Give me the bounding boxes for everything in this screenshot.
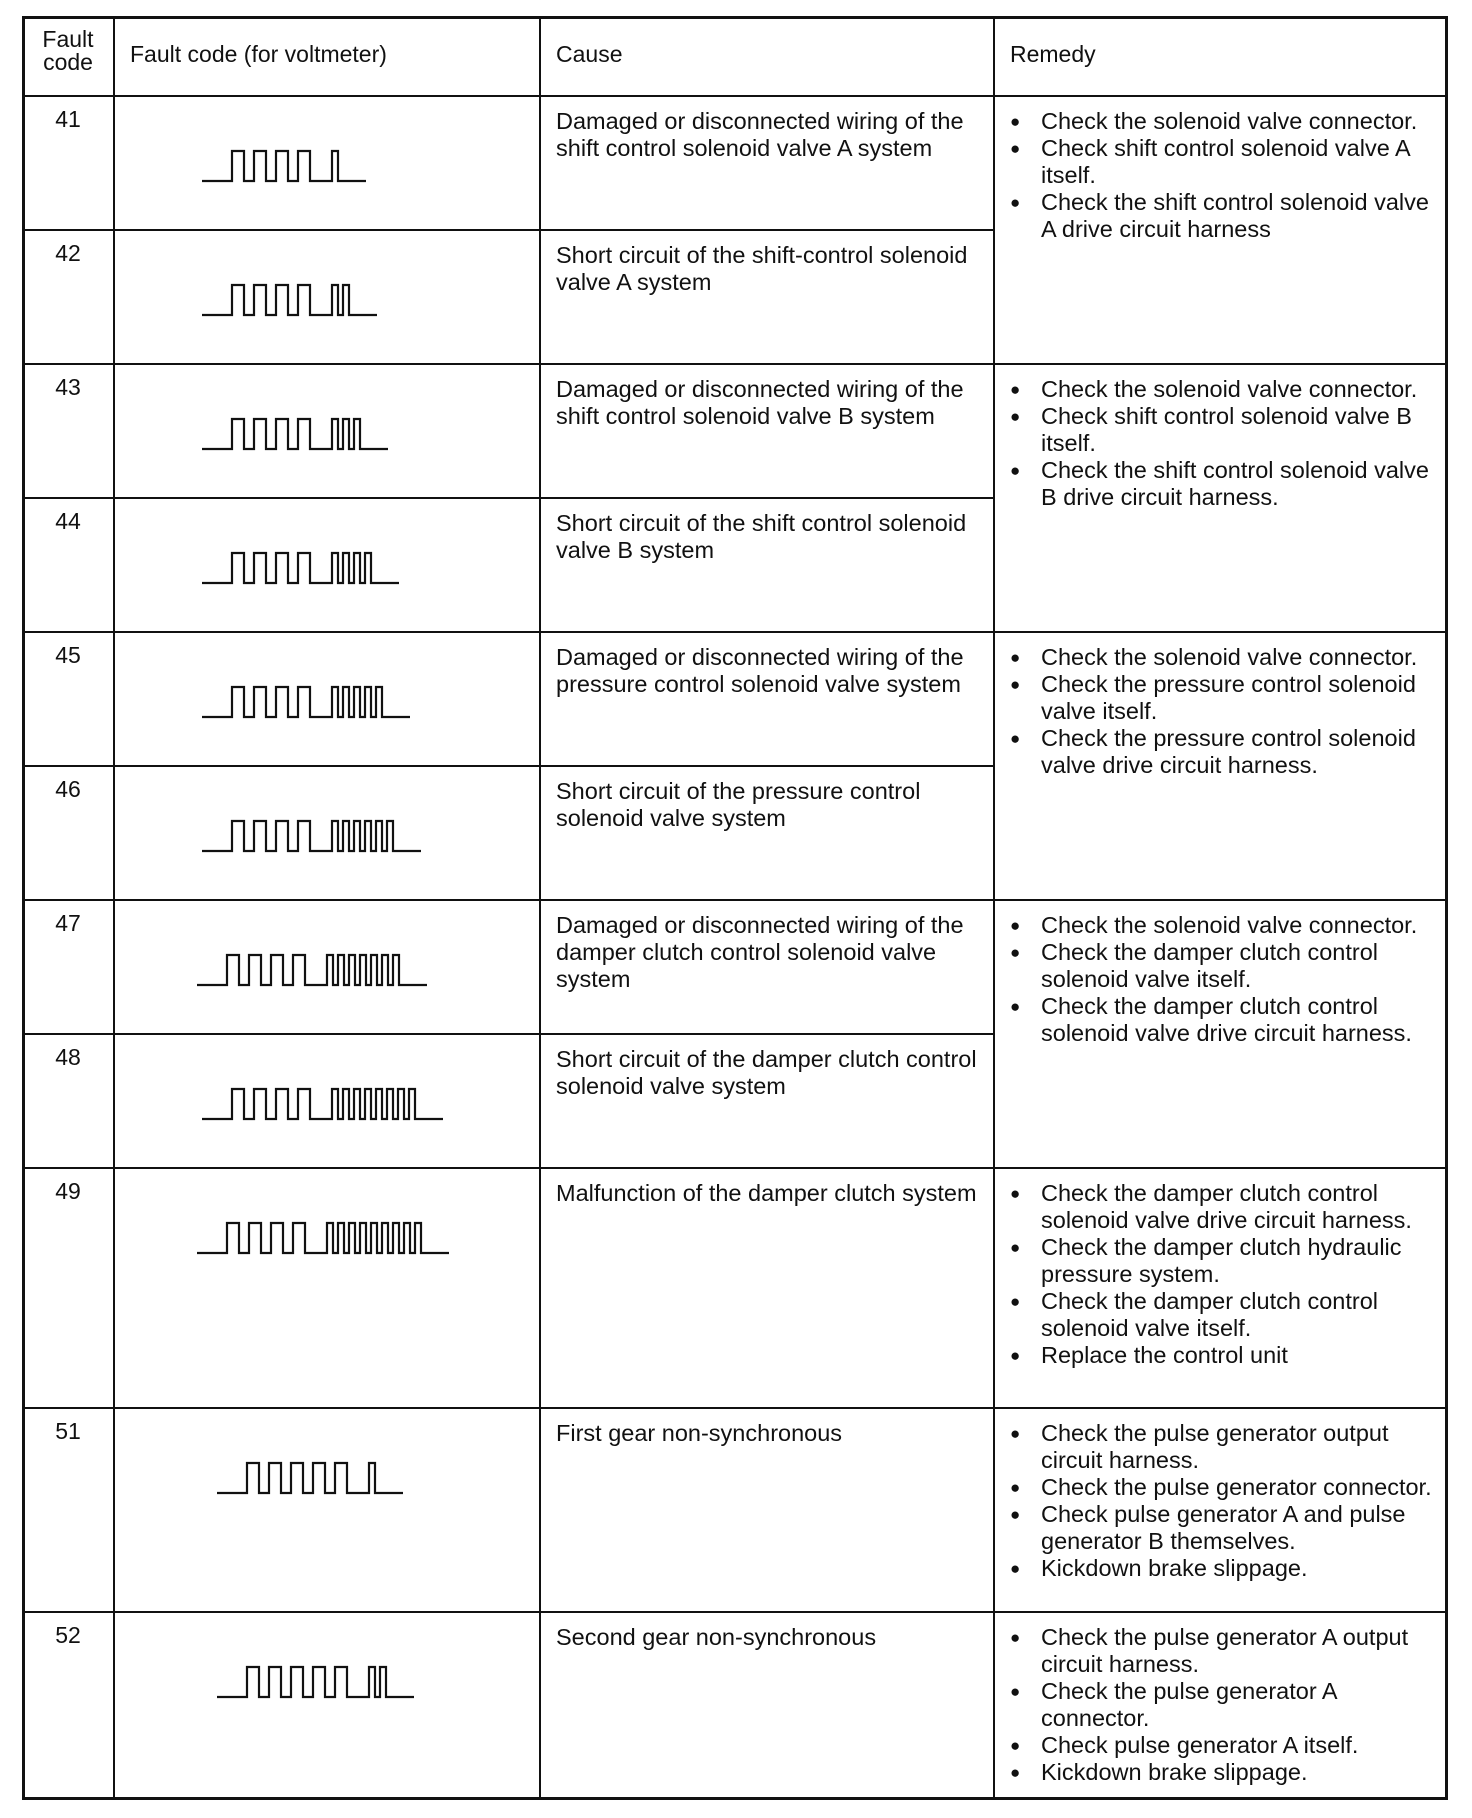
fault-code-number bbox=[22, 96, 114, 230]
remedy-list-item: ● Check the pulse generator A connector. bbox=[1010, 1678, 1434, 1732]
header-remedy-label: Remedy bbox=[1010, 41, 1096, 67]
fault-code-number bbox=[22, 1168, 114, 1408]
remedy-list-item: ● Check shift control solenoid valve A itself. bbox=[1010, 135, 1434, 189]
voltmeter-pulse-waveform bbox=[202, 553, 399, 583]
cause-text: Damaged or disconnected wiring of the damper clutch control solenoid valve system bbox=[556, 912, 964, 992]
fault-code-value: 51 bbox=[55, 1418, 81, 1444]
fault-code-value: 42 bbox=[55, 240, 81, 266]
remedy-list-item: ● Check the solenoid valve connector. bbox=[1010, 644, 1434, 671]
cause-text: Damaged or disconnected wiring of the pressure control solenoid valve system bbox=[556, 644, 964, 697]
remedy-list bbox=[1010, 1180, 1434, 1369]
cause-cell bbox=[540, 1168, 994, 1408]
header-cause bbox=[540, 16, 994, 96]
cause-text: Short circuit of the damper clutch control solenoid valve system bbox=[556, 1046, 977, 1099]
remedy-list-item: ● Check the damper clutch control solenoid valve drive circuit harness. bbox=[1010, 1180, 1434, 1234]
remedy-list-item: ● Kickdown brake slippage. bbox=[1010, 1555, 1434, 1582]
fault-code-value: 48 bbox=[55, 1044, 81, 1070]
remedy-list-item: ● Check the pulse generator connector. bbox=[1010, 1474, 1434, 1501]
cause-cell bbox=[540, 96, 994, 230]
voltmeter-pulse-waveform bbox=[202, 419, 388, 449]
header-fault-code-label: Fault code bbox=[42, 26, 94, 75]
voltmeter-pulse-waveform bbox=[202, 285, 377, 315]
cause-text: Damaged or disconnected wiring of the shift control solenoid valve A system bbox=[556, 108, 964, 161]
voltmeter-pulse-waveform bbox=[202, 687, 410, 717]
remedy-list bbox=[1010, 376, 1434, 511]
remedy-list-item: ● Check the damper clutch control solenoid valve itself. bbox=[1010, 939, 1434, 993]
remedy-cell bbox=[994, 1168, 1448, 1408]
remedy-cell bbox=[994, 364, 1448, 632]
remedy-cell bbox=[994, 1612, 1448, 1800]
fault-code-value: 52 bbox=[55, 1622, 81, 1648]
remedy-list-item: ● Check pulse generator A itself. bbox=[1010, 1732, 1434, 1759]
cause-text: Second gear non-synchronous bbox=[556, 1624, 877, 1650]
voltmeter-pulse-waveform bbox=[202, 821, 421, 851]
cause-cell bbox=[540, 498, 994, 632]
cause-cell bbox=[540, 1408, 994, 1612]
voltmeter-pulse-waveform bbox=[217, 1667, 414, 1697]
cause-cell bbox=[540, 1612, 994, 1800]
remedy-list-item: ● Check the damper clutch control solenoid valve drive circuit harness. bbox=[1010, 993, 1434, 1047]
remedy-list-item: ● Kickdown brake slippage. bbox=[1010, 1759, 1434, 1786]
cause-cell bbox=[540, 230, 994, 364]
cause-cell bbox=[540, 632, 994, 766]
voltmeter-pulse-waveform bbox=[217, 1463, 403, 1493]
remedy-list-item: ● Check the shift control solenoid valve B drive circuit harness. bbox=[1010, 457, 1434, 511]
cause-cell bbox=[540, 766, 994, 900]
remedy-list-item: ● Check the pressure control solenoid valve itself. bbox=[1010, 671, 1434, 725]
fault-code-value: 46 bbox=[55, 776, 81, 802]
remedy-list-item: ● Check the damper clutch hydraulic pressure system. bbox=[1010, 1234, 1434, 1288]
fault-code-number bbox=[22, 900, 114, 1034]
fault-code-number bbox=[22, 632, 114, 766]
cause-text: Short circuit of the shift control solenoid valve B system bbox=[556, 510, 967, 563]
remedy-cell bbox=[994, 632, 1448, 900]
remedy-list-item: ● Replace the control unit bbox=[1010, 1342, 1434, 1369]
remedy-list-item: ● Check the damper clutch control solenoid valve itself. bbox=[1010, 1288, 1434, 1342]
remedy-cell bbox=[994, 1408, 1448, 1612]
fault-code-number bbox=[22, 1034, 114, 1168]
fault-code-number bbox=[22, 1612, 114, 1800]
voltmeter-pulse-waveform bbox=[202, 151, 366, 181]
fault-code-value: 41 bbox=[55, 106, 81, 132]
cause-cell bbox=[540, 900, 994, 1034]
fault-code-value: 43 bbox=[55, 374, 81, 400]
remedy-list-item: ● Check the pulse generator A output circuit harness. bbox=[1010, 1624, 1434, 1678]
header-remedy bbox=[994, 16, 1448, 96]
remedy-cell bbox=[994, 900, 1448, 1168]
remedy-list bbox=[1010, 644, 1434, 779]
remedy-list-item: ● Check the pulse generator output circuit harness. bbox=[1010, 1420, 1434, 1474]
fault-code-number bbox=[22, 766, 114, 900]
remedy-list-item: ● Check pulse generator A and pulse generator B themselves. bbox=[1010, 1501, 1434, 1555]
voltmeter-pulse-waveform bbox=[197, 1223, 449, 1253]
fault-code-value: 44 bbox=[55, 508, 81, 534]
voltmeter-pulse-waveform bbox=[197, 955, 427, 985]
remedy-list bbox=[1010, 1624, 1434, 1786]
cause-text: Short circuit of the shift-control solenoid valve A system bbox=[556, 242, 968, 295]
fault-code-number bbox=[22, 230, 114, 364]
header-fault-code bbox=[22, 16, 114, 96]
remedy-list-item: ● Check the solenoid valve connector. bbox=[1010, 912, 1434, 939]
remedy-list-item: ● Check the pressure control solenoid valve drive circuit harness. bbox=[1010, 725, 1434, 779]
voltmeter-pulse-waveform bbox=[202, 1089, 443, 1119]
header-voltmeter bbox=[114, 16, 540, 96]
fault-code-number bbox=[22, 498, 114, 632]
fault-code-value: 49 bbox=[55, 1178, 81, 1204]
fault-code-number bbox=[22, 1408, 114, 1612]
remedy-list bbox=[1010, 1420, 1434, 1582]
fault-code-value: 45 bbox=[55, 642, 81, 668]
cause-text: Short circuit of the pressure control solenoid valve system bbox=[556, 778, 921, 831]
remedy-list-item: ● Check the solenoid valve connector. bbox=[1010, 376, 1434, 403]
header-voltmeter-label: Fault code (for voltmeter) bbox=[130, 41, 387, 67]
remedy-cell bbox=[994, 96, 1448, 364]
remedy-list bbox=[1010, 912, 1434, 1047]
fault-code-table bbox=[22, 16, 1448, 1800]
remedy-list-item: ● Check the solenoid valve connector. bbox=[1010, 108, 1434, 135]
cause-cell bbox=[540, 364, 994, 498]
cause-text: Malfunction of the damper clutch system bbox=[556, 1180, 977, 1206]
fault-code-number bbox=[22, 364, 114, 498]
cause-cell bbox=[540, 1034, 994, 1168]
cause-text: First gear non-synchronous bbox=[556, 1420, 843, 1446]
fault-code-value: 47 bbox=[55, 910, 81, 936]
remedy-list-item: ● Check shift control solenoid valve B itself. bbox=[1010, 403, 1434, 457]
cause-text: Damaged or disconnected wiring of the shift control solenoid valve B system bbox=[556, 376, 964, 429]
remedy-list-item: ● Check the shift control solenoid valve A drive circuit harness bbox=[1010, 189, 1434, 243]
remedy-list bbox=[1010, 108, 1434, 243]
header-cause-label: Cause bbox=[556, 41, 623, 67]
